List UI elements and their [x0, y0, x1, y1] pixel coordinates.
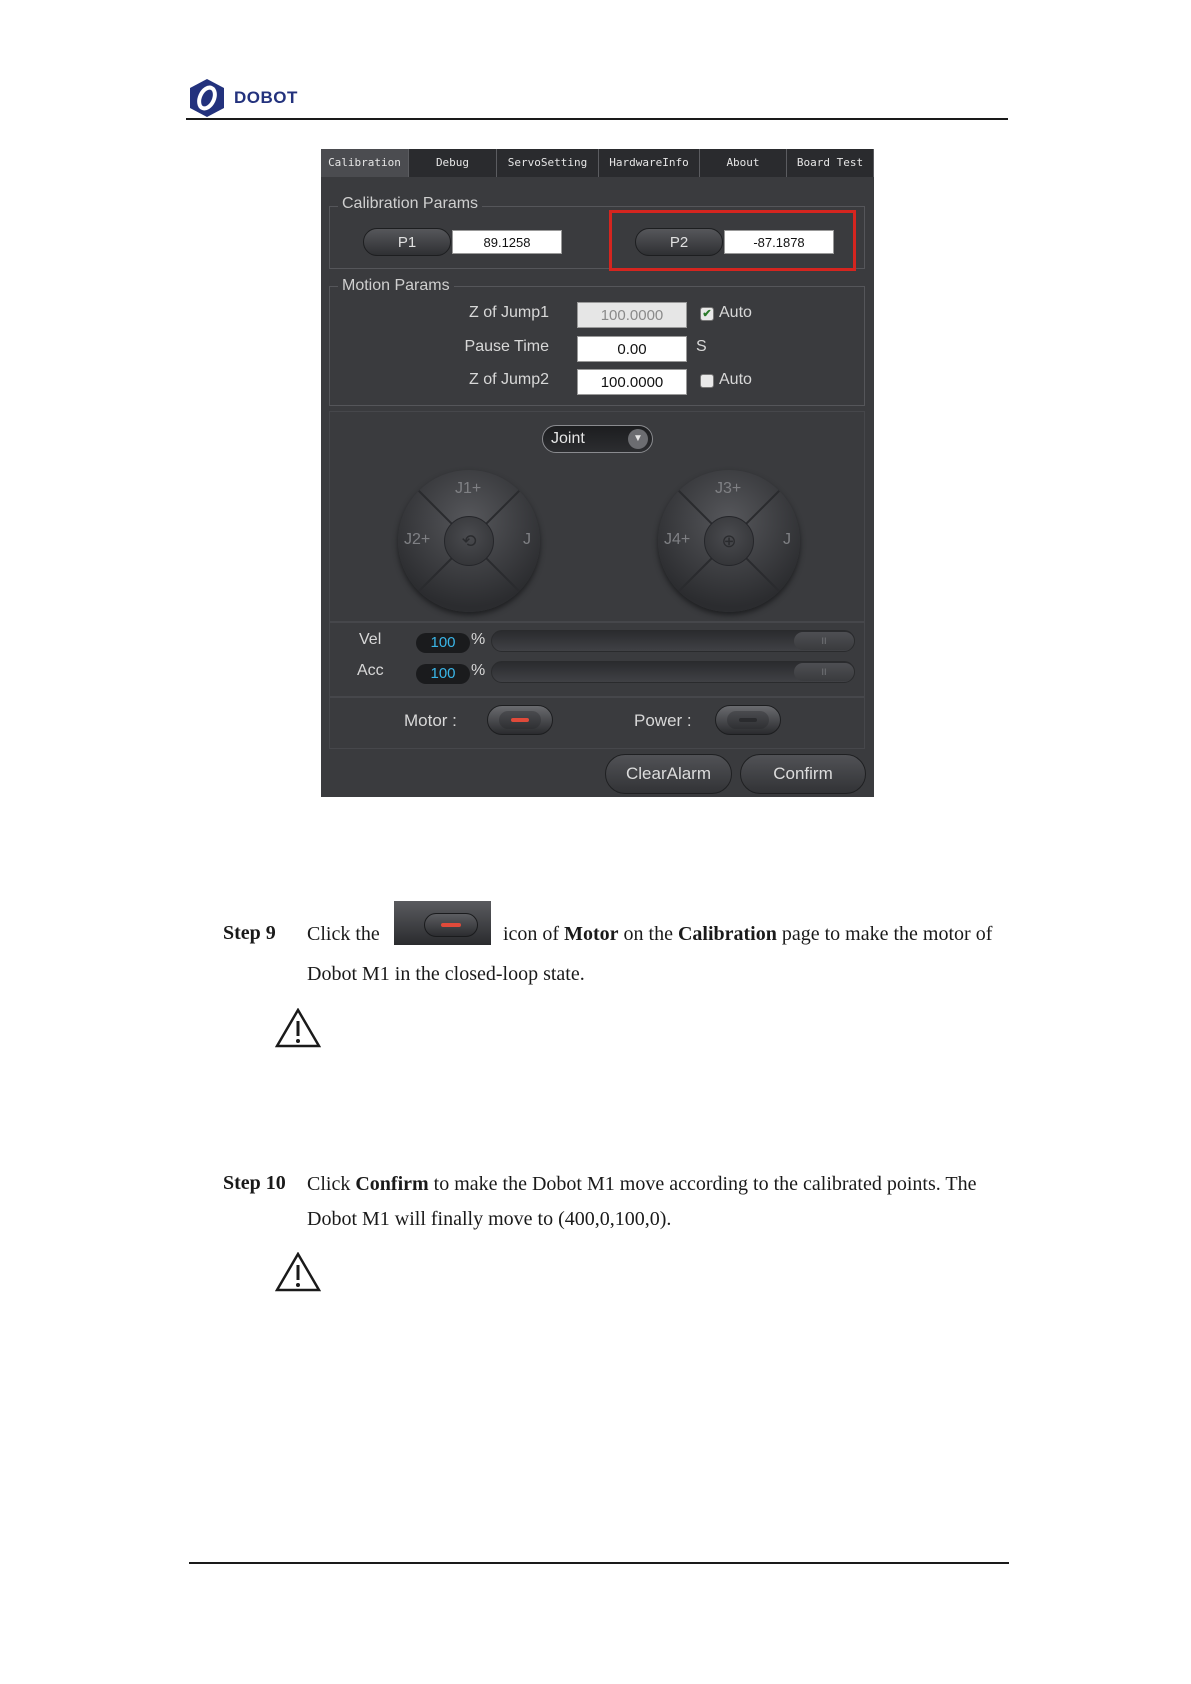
acc-slider[interactable]	[491, 661, 855, 683]
step-10-post: to make the Dobot M1 move according to the calibrated points. The	[433, 1173, 977, 1195]
step-9-text	[503, 918, 992, 950]
vel-label: Vel	[359, 631, 382, 648]
step-9-mid1: icon of	[503, 923, 560, 945]
step-9-pre: Click the	[307, 923, 380, 945]
power-toggle[interactable]	[715, 705, 781, 735]
warning-icon	[275, 1008, 321, 1048]
p1-button[interactable]: P1	[363, 228, 451, 256]
p2-value[interactable]: -87.1878	[724, 230, 834, 254]
j3-plus-button[interactable]: J3+	[715, 480, 742, 497]
acc-label: Acc	[357, 662, 384, 679]
tab-board-test[interactable]: Board Test	[787, 149, 874, 177]
pause-time-label: Pause Time	[464, 338, 549, 355]
j2-minus-button[interactable]: J	[523, 531, 531, 548]
jog-dial-j3-j4[interactable]	[658, 470, 800, 612]
motor-toggle-icon	[394, 901, 491, 945]
j4-minus-button[interactable]: J	[783, 531, 791, 548]
dobot-logo-icon	[188, 78, 226, 118]
clear-alarm-button[interactable]: ClearAlarm	[605, 754, 732, 794]
step-10-confirm-term: Confirm	[355, 1173, 429, 1195]
pause-time-unit: S	[696, 338, 707, 355]
end-effector-icon: ⊕	[704, 516, 754, 566]
vel-value[interactable]: 100	[416, 633, 470, 653]
step-10-pre: Click	[307, 1173, 351, 1195]
tab-bar	[321, 149, 874, 177]
vel-slider[interactable]	[491, 630, 855, 652]
auto1-checkbox[interactable]: ✔	[700, 307, 714, 321]
step-9-post: page to make the motor of	[781, 923, 993, 945]
jog-dial-j1-j2[interactable]	[398, 470, 540, 612]
step-10-line2: Dobot M1 will finally move to (400,0,100,0).	[307, 1208, 672, 1230]
tab-servosetting[interactable]: ServoSetting	[497, 149, 599, 177]
vel-slider-thumb[interactable]: II	[794, 632, 854, 650]
chevron-down-icon: ▼	[628, 429, 648, 449]
z-jump2-input[interactable]: 100.0000	[577, 369, 687, 395]
motor-toggle[interactable]	[487, 705, 553, 735]
calibration-params-title: Calibration Params	[338, 195, 482, 213]
tab-calibration[interactable]: Calibration	[321, 149, 409, 177]
tab-hardwareinfo[interactable]: HardwareInfo	[599, 149, 700, 177]
power-label: Power :	[634, 711, 692, 730]
vel-unit: %	[471, 631, 486, 648]
confirm-button[interactable]: Confirm	[740, 754, 866, 794]
step-9-mid2: on the	[623, 923, 673, 945]
power-toggle-knob	[727, 711, 769, 729]
acc-unit: %	[471, 662, 486, 679]
footer-rule	[189, 1562, 1009, 1564]
power-indicator	[739, 718, 757, 722]
motor-toggle-knob	[499, 711, 541, 729]
step-9-line2: Dobot M1 in the closed-loop state.	[307, 963, 585, 985]
z-jump2-label: Z of Jump2	[468, 371, 549, 388]
j2-plus-button[interactable]: J2+	[404, 531, 431, 548]
jog-mode-value: Joint	[551, 430, 585, 447]
motor-indicator	[511, 718, 529, 722]
p1-value[interactable]: 89.1258	[452, 230, 562, 254]
calibration-screenshot	[321, 149, 874, 797]
warning-icon	[275, 1252, 321, 1292]
p2-button[interactable]: P2	[635, 228, 723, 256]
jog-mode-select[interactable]	[542, 425, 653, 453]
brand-name: DOBOT	[234, 88, 298, 107]
pause-time-input[interactable]: 0.00	[577, 336, 687, 362]
acc-slider-thumb[interactable]: II	[794, 663, 854, 681]
tab-about[interactable]: About	[700, 149, 787, 177]
step-9-calibration-term: Calibration	[677, 923, 777, 945]
j4-plus-button[interactable]: J4+	[664, 531, 691, 548]
z-jump1-input[interactable]: 100.0000	[577, 302, 687, 328]
step-9-motor-term: Motor	[564, 923, 619, 945]
dobot-logo	[188, 78, 298, 118]
header-rule	[186, 118, 1008, 120]
j1-plus-button[interactable]: J1+	[455, 480, 482, 497]
step-10-label: Step 10	[223, 1172, 286, 1194]
tab-debug[interactable]: Debug	[409, 149, 497, 177]
step-9-label: Step 9	[223, 922, 276, 944]
auto2-label: Auto	[719, 371, 752, 388]
acc-value[interactable]: 100	[416, 664, 470, 684]
step-10-text	[307, 1168, 977, 1200]
robot-arm-icon: ⟲	[444, 516, 494, 566]
motor-label: Motor :	[404, 711, 457, 730]
z-jump1-label: Z of Jump1	[468, 304, 549, 321]
auto2-checkbox[interactable]	[700, 374, 714, 388]
motion-params-title: Motion Params	[338, 277, 454, 295]
auto1-label: Auto	[719, 304, 752, 321]
